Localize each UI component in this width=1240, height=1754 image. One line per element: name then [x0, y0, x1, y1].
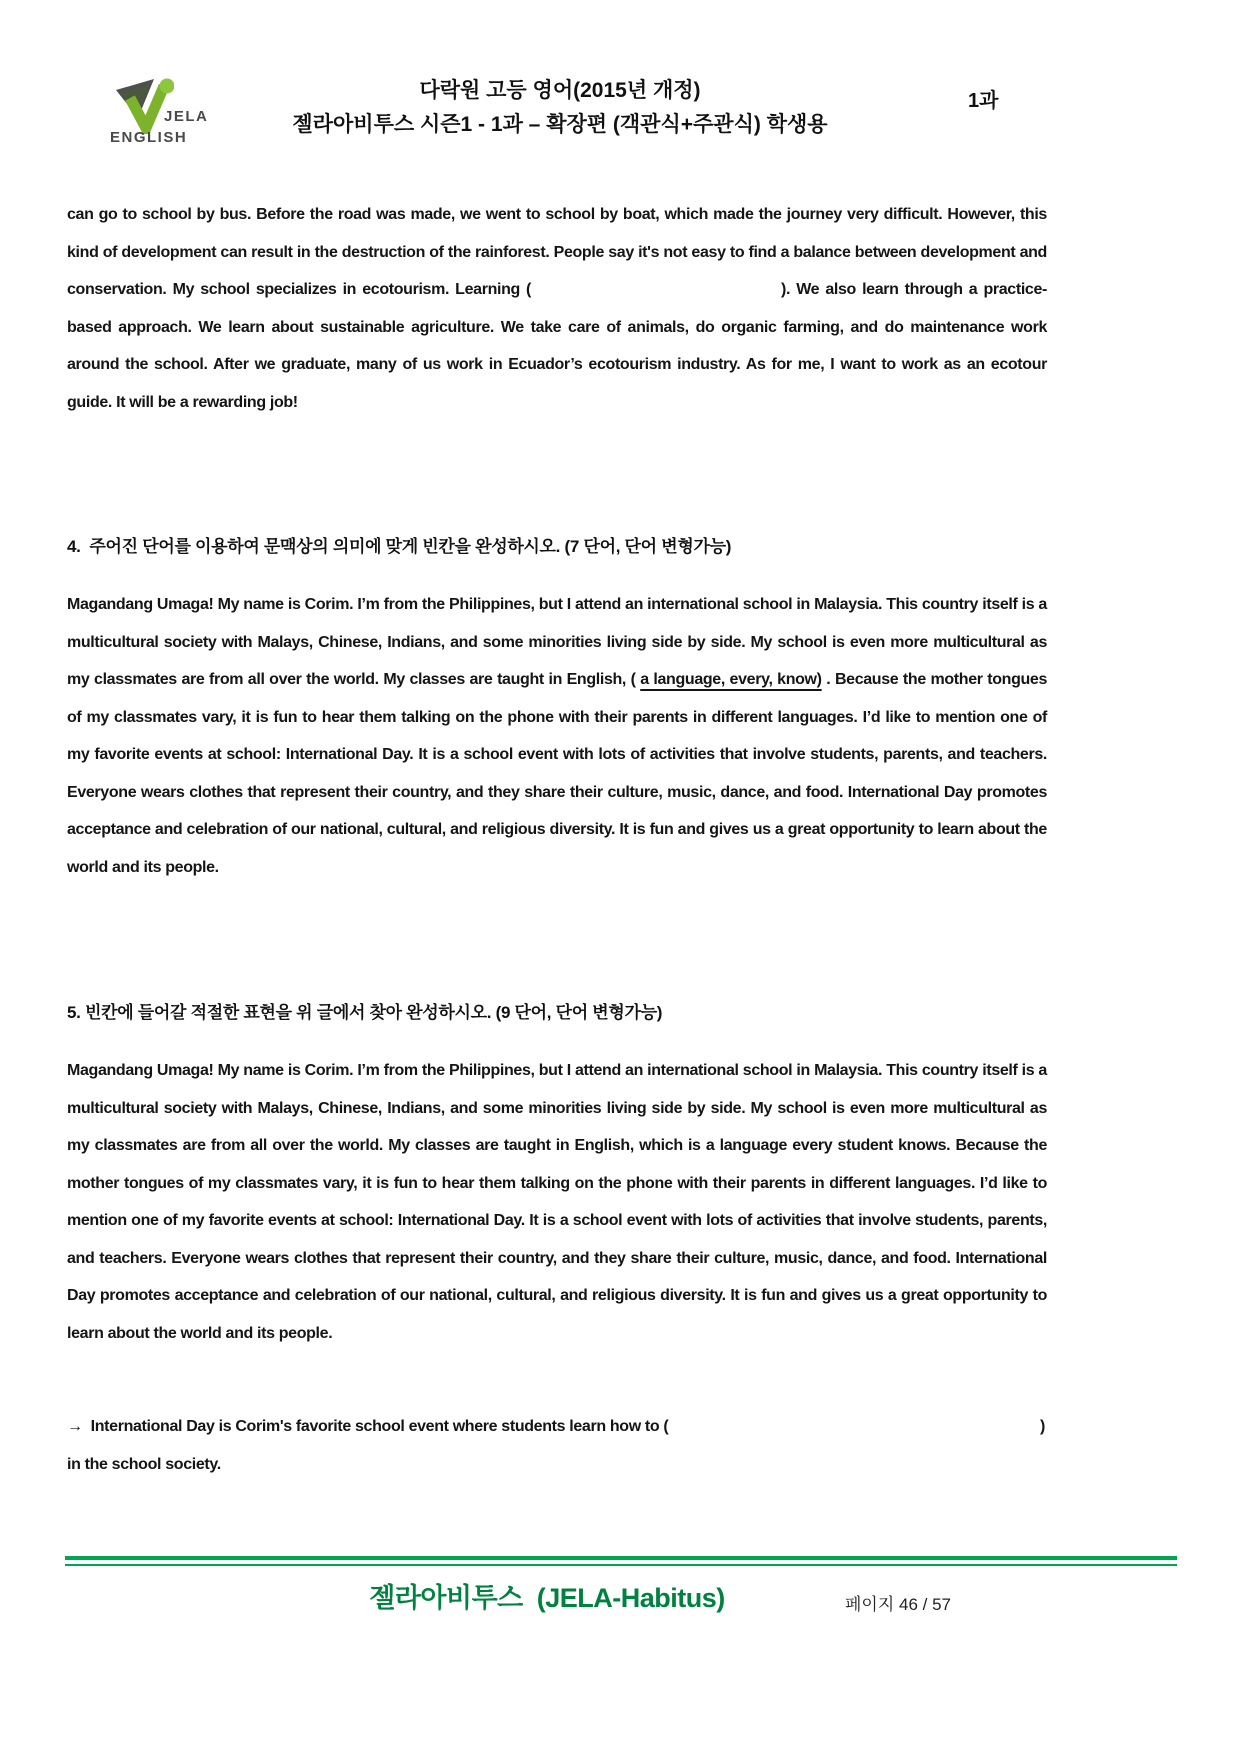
question-5: 5. 빈칸에 들어갈 적절한 표현을 위 글에서 찾아 완성하시오. (9 단어, 단어 변형가능) — [67, 1003, 663, 1022]
passage-text: . Because the mother tongues of my classmates vary, it is fun to hear them talking on the phone with their parents in different languages. I’d like to mention one of my favorite events at school: International Day. It is a school event with lots of activities that involve students, parents, and teachers. Everyone wears clothes that represent their country, and they share their culture, music, dance, and food. International Day promotes acceptance and celebration of our national, cultural, and religious diversity. It is fun and gives us a great opportunity to learn about the world and its people. — [67, 671, 1048, 876]
passage-text: can go to school by bus. Before the road was made, we went to school by boat, which made the journey very difficult. However, this kind of development can result in the destruction of the rainforest. People say it's not easy to find a balance between development and conservation. My school specializes in ecotourism. Learning ( — [67, 206, 1047, 298]
passage-ecotourism — [67, 196, 1047, 421]
logo-text-jela: JELA — [164, 108, 209, 125]
fill-in-blank — [531, 293, 781, 294]
summary-line1 — [67, 1408, 1047, 1446]
footer-page-number: 페이지 46 / 57 — [845, 1595, 951, 1614]
summary-close-paren: ) — [1040, 1418, 1045, 1435]
underlined-hint-words: a language, every, know) — [640, 671, 822, 688]
footer-divider — [65, 1556, 1177, 1566]
passage-international-day-q4 — [67, 586, 1047, 886]
document-title-line2: 젤라아비투스 시즌1 - 1과 – 확장편 (객관식+주관식) 학생용 — [292, 113, 828, 136]
summary-prefix: International Day is Corim's favorite school event where students learn how to ( — [90, 1418, 669, 1435]
summary-continuation: in the school society. — [67, 1456, 221, 1473]
question-4: 4. 주어진 단어를 이용하여 문맥상의 의미에 맞게 빈칸을 완성하시오. (7 단어, 단어 변형가능) — [67, 537, 732, 556]
passage-international-day-q5 — [67, 1052, 1047, 1352]
passage-text: ). We also learn through a practice-based approach. We learn about sustainable agriculture. We take care of animals, do organic farming, and do maintenance work around the school. After we graduate, many of us work in Ecuador’s ecotourism industry. As for me, I want to work as an ecotour guide. It will be a rewarding job! — [67, 281, 1047, 411]
summary-answer-line — [67, 1408, 1047, 1484]
logo-text-english: ENGLISH — [110, 129, 188, 146]
passage-text: Magandang Umaga! My name is Corim. I’m from the Philippines, but I attend an international school in Malaysia. This country itself is a multicultural society with Malays, Chinese, Indians, and some minorities living side by side. My school is even more multicultural as my classmates are from all over the world. My classes are taught in English, ( — [67, 596, 1047, 688]
passage-text: Magandang Umaga! My name is Corim. I’m from the Philippines, but I attend an international school in Malaysia. This country itself is a multicultural society with Malays, Chinese, Indians, and some minorities living side by side. My school is even more multicultural as my classmates are from all over the world. My classes are taught in English, which is a language every student knows. Because the mother tongues of my classmates vary, it is fun to hear them talking on the phone with their parents in different languages. I’d like to mention one of my favorite events at school: International Day. It is a school event with lots of activities that involve students, parents, and teachers. Everyone wears clothes that represent their country, and they share their culture, music, dance, and food. International Day promotes acceptance and celebration of our national, cultural, and religious diversity. It is fun and gives us a great opportunity to learn about the world and its people. — [67, 1062, 1047, 1342]
footer-brand: 젤라아비투스 (JELA-Habitus) — [369, 1583, 725, 1613]
document-title-line1: 다락원 고등 영어(2015년 개정) — [419, 79, 701, 102]
arrow-icon: → — [67, 1418, 83, 1435]
unit-label: 1과 — [968, 90, 999, 112]
document-title — [130, 74, 990, 142]
